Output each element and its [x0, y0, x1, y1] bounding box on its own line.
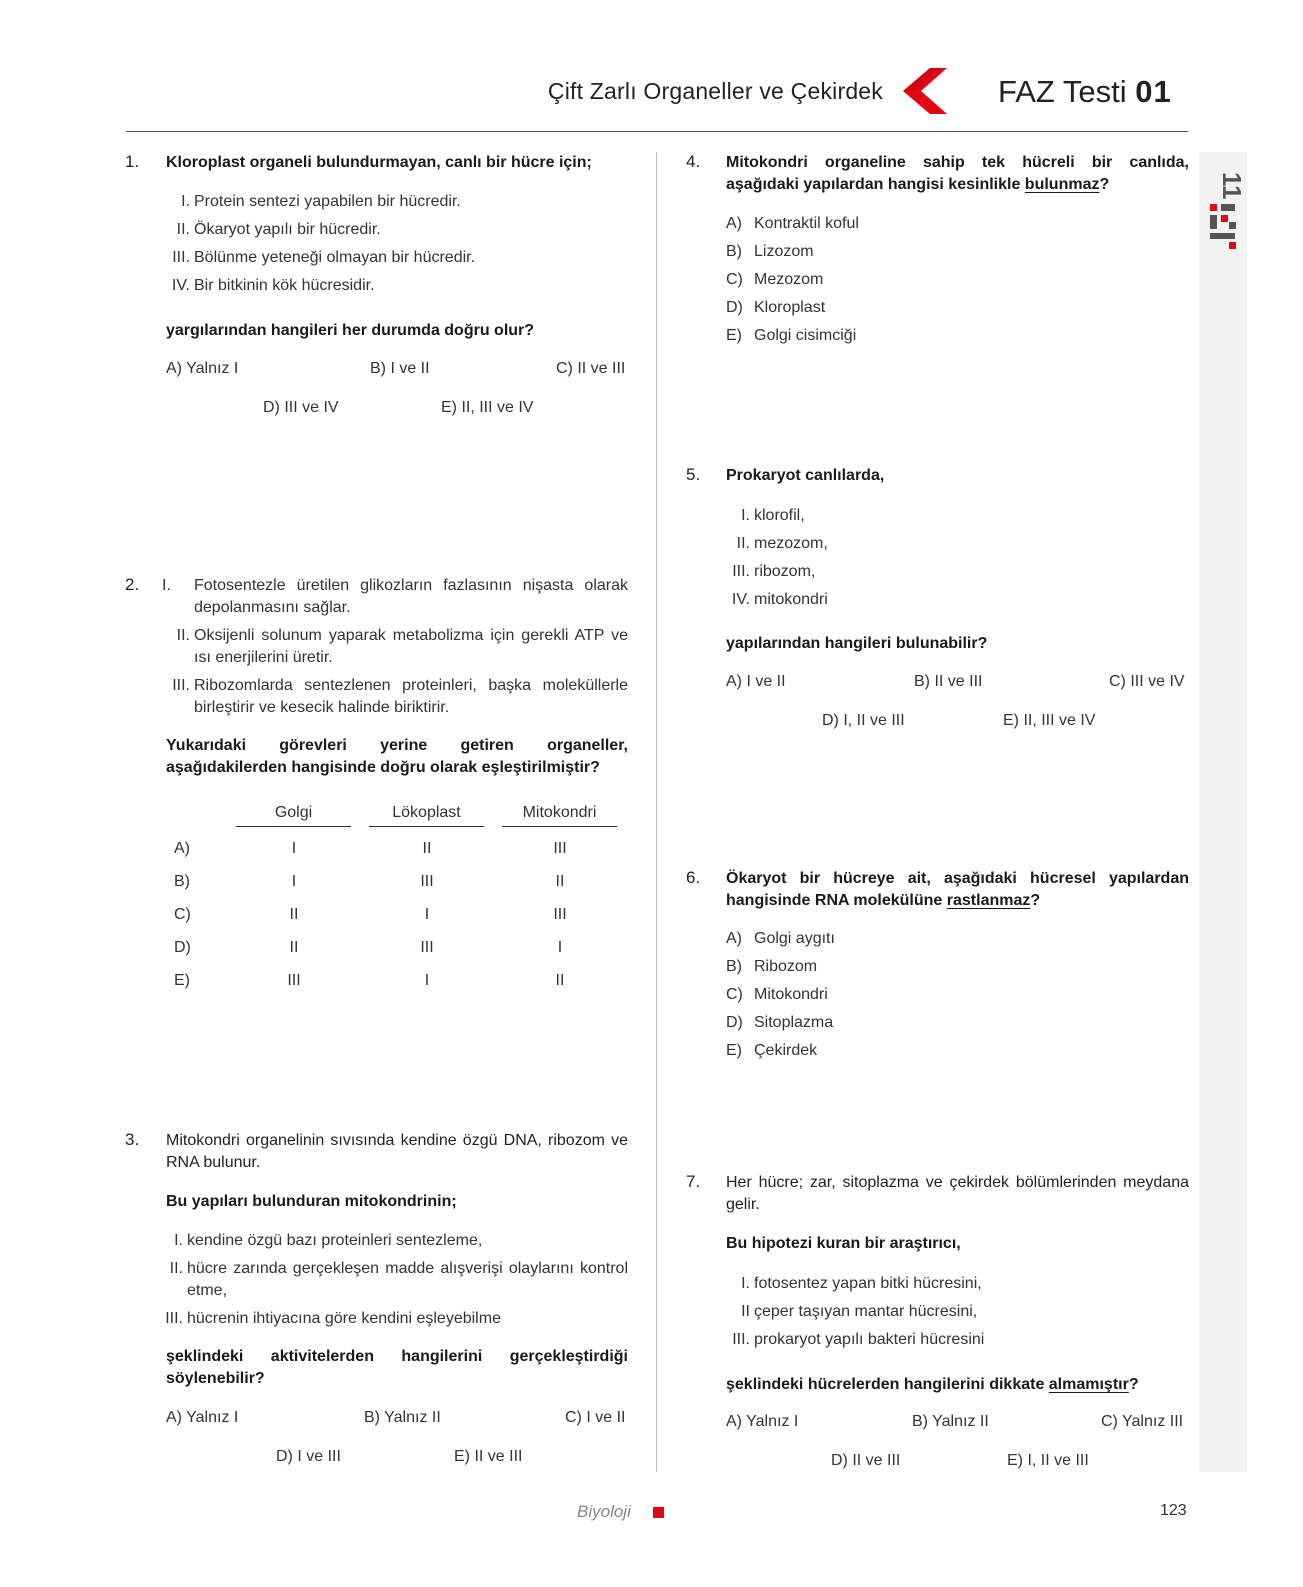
table-cell: II: [555, 873, 565, 890]
question-6-choice-d[interactable]: D) Sitoplazma: [726, 1014, 834, 1031]
question-5-item-1: I. klorofil,: [741, 507, 805, 524]
table-cell: I: [424, 906, 430, 923]
test-title: [998, 74, 1172, 110]
question-3-item-1: I. kendine özgü bazı proteinleri sentezleme,: [174, 1232, 483, 1249]
table-cell: III: [553, 906, 567, 923]
question-4-choice-e[interactable]: E) Golgi cisimciği: [726, 327, 857, 344]
table-header-mitokondri: Mitokondri: [522, 804, 597, 821]
table-header-underline: [236, 826, 351, 827]
question-1-question: yargılarından hangileri her durumda doğru olur?: [166, 322, 535, 339]
table-header-golgi: Golgi: [274, 804, 313, 821]
question-6-choice-c[interactable]: C) Mitokondri: [726, 986, 828, 1003]
question-3-question: şeklindeki aktivitelerden hangilerini gerçekleştirdiği söylenebilir?: [166, 1348, 628, 1387]
question-4-number: 4.: [686, 152, 701, 171]
question-2-item-1: I. Fotosentezle üretilen glikozların fazlasının nişasta olarak depolanmasını sağlar.: [162, 577, 628, 616]
question-5-option-e[interactable]: E) II, III ve IV: [1003, 712, 1096, 729]
question-3-number: 3.: [125, 1130, 140, 1149]
side-grade-logo: [1205, 154, 1247, 254]
table-cell: III: [420, 873, 434, 890]
question-1-item-3: III. Bölünme yeteneği olmayan bir hücredir.: [172, 249, 476, 266]
footer-subject: Biyoloji: [577, 1502, 631, 1521]
question-3-item-3: III. hücrenin ihtiyacına göre kendini eşleyebilme: [165, 1310, 501, 1327]
question-4-choice-a[interactable]: A) Kontraktil koful: [726, 215, 859, 232]
question-7-question: şeklindeki hücrelerden hangilerini dikkate almamıştır?: [726, 1376, 1139, 1393]
table-row-a-label[interactable]: A): [174, 840, 190, 857]
question-3-option-c[interactable]: C) I ve II: [565, 1409, 626, 1426]
question-4-choice-b[interactable]: B) Lizozom: [726, 243, 814, 260]
table-row-d-label[interactable]: D): [174, 939, 191, 956]
header-divider: [126, 131, 1188, 132]
question-2-item-3: III. Ribozomlarda sentezlenen proteinleri, başka moleküllerle birleştirir ve kesecik halinde biriktirir.: [172, 677, 628, 716]
question-5-option-a[interactable]: A) I ve II: [726, 673, 786, 690]
question-1-option-b[interactable]: B) I ve II: [370, 360, 430, 377]
table-cell: III: [420, 939, 434, 956]
table-cell: II: [289, 906, 299, 923]
question-5-item-4: IV. mitokondri: [731, 591, 828, 608]
table-row-e-label[interactable]: E): [174, 972, 190, 989]
question-3-intro: Mitokondri organelinin sıvısında kendine özgü DNA, ribozom ve RNA bulunur.: [166, 1132, 628, 1171]
table-header-lokoplast: Lökoplast: [392, 804, 461, 821]
question-3-option-a[interactable]: A) Yalnız I: [166, 1409, 239, 1426]
question-3-option-e[interactable]: E) II ve III: [454, 1448, 523, 1465]
table-cell: I: [291, 840, 297, 857]
question-1-number: 1.: [125, 152, 140, 171]
question-3-option-b[interactable]: B) Yalnız II: [364, 1409, 441, 1426]
test-number: 01: [1135, 74, 1172, 109]
table-cell: I: [557, 939, 563, 956]
question-7-item-2: II çeper taşıyan mantar hücresini,: [741, 1303, 978, 1320]
question-6-choice-e[interactable]: E) Çekirdek: [726, 1042, 818, 1059]
question-2-question: Yukarıdaki görevleri yerine getiren organeller, aşağıdakilerden hangisinde doğru olarak eşleştirilmiştir?: [166, 737, 628, 776]
table-cell: II: [422, 840, 432, 857]
question-5-item-3: III. ribozom,: [732, 563, 816, 580]
question-5-option-c[interactable]: C) III ve IV: [1109, 673, 1185, 690]
question-4-choice-c[interactable]: C) Mezozom: [726, 271, 824, 288]
question-7-intro: Her hücre; zar, sitoplazma ve çekirdek bölümlerinden meydana gelir.: [726, 1174, 1189, 1213]
question-6-number: 6.: [686, 868, 701, 887]
table-row-b-label[interactable]: B): [174, 873, 190, 890]
table-cell: III: [287, 972, 301, 989]
question-7-option-d[interactable]: D) II ve III: [831, 1452, 901, 1469]
question-6-choice-a[interactable]: A) Golgi aygıtı: [726, 930, 835, 947]
table-cell: III: [553, 840, 567, 857]
question-7-lead: Bu hipotezi kuran bir araştırıcı,: [726, 1235, 961, 1252]
question-7-item-1: I. fotosentez yapan bitki hücresini,: [741, 1275, 982, 1292]
question-3-option-d[interactable]: D) I ve III: [276, 1448, 341, 1465]
question-1-option-d[interactable]: D) III ve IV: [263, 399, 339, 416]
side-grade-number: 11: [1217, 172, 1247, 200]
question-7-number: 7.: [686, 1172, 701, 1191]
table-header-underline: [502, 826, 617, 827]
question-5-question: yapılarından hangileri bulunabilir?: [726, 635, 988, 652]
question-1-item-2: II. Ökaryot yapılı bir hücredir.: [176, 221, 381, 238]
column-divider: [656, 152, 657, 1472]
question-3-lead: Bu yapıları bulunduran mitokondrinin;: [166, 1193, 457, 1210]
table-cell: I: [291, 873, 297, 890]
chevron-logo-icon: [903, 68, 947, 114]
question-5-option-d[interactable]: D) I, II ve III: [822, 712, 905, 729]
question-6-stem: Ökaryot bir hücreye ait, aşağıdaki hücresel yapılardan hangisinde RNA molekülüne rastlanmaz?: [726, 870, 1189, 909]
question-7-option-c[interactable]: C) Yalnız III: [1101, 1413, 1184, 1430]
question-5-item-2: II. mezozom,: [736, 535, 828, 552]
question-7-item-3: III. prokaryot yapılı bakteri hücresini: [732, 1331, 985, 1348]
question-5-option-b[interactable]: B) II ve III: [914, 673, 983, 690]
question-1-option-c[interactable]: C) II ve III: [556, 360, 626, 377]
question-5-number: 5.: [686, 465, 701, 484]
question-1-item-1: I. Protein sentezi yapabilen bir hücredir.: [181, 193, 461, 210]
table-cell: I: [424, 972, 430, 989]
table-row-c-label[interactable]: C): [174, 906, 191, 923]
question-2-number: 2.: [125, 575, 140, 594]
question-1-item-4: IV. Bir bitkinin kök hücresidir.: [171, 277, 375, 294]
table-cell: II: [555, 972, 565, 989]
table-header-underline: [369, 826, 484, 827]
question-1-stem: Kloroplast organeli bulundurmayan, canlı bir hücre için;: [166, 154, 592, 171]
question-4-stem: Mitokondri organeline sahip tek hücreli bir canlıda, aşağıdaki yapılardan hangisi kesinlikle bulunmaz?: [726, 154, 1189, 193]
question-4-choice-d[interactable]: D) Kloroplast: [726, 299, 826, 316]
question-7-option-e[interactable]: E) I, II ve III: [1007, 1452, 1089, 1469]
question-7-option-b[interactable]: B) Yalnız II: [912, 1413, 989, 1430]
side-band: [1199, 152, 1247, 1472]
question-6-choice-b[interactable]: B) Ribozom: [726, 958, 818, 975]
test-label: FAZ Testi: [998, 74, 1127, 109]
chapter-title: Çift Zarlı Organeller ve Çekirdek: [547, 78, 883, 104]
question-5-stem: Prokaryot canlılarda,: [726, 467, 885, 484]
footer-square-icon: [653, 1507, 664, 1518]
table-cell: II: [289, 939, 299, 956]
question-1-option-e[interactable]: E) II, III ve IV: [441, 399, 534, 416]
question-3-item-2: II. hücre zarında gerçekleşen madde alışverişi olaylarını kontrol etme,: [169, 1260, 628, 1299]
question-1-option-a[interactable]: A) Yalnız I: [166, 360, 239, 377]
page-number: 123: [1160, 1502, 1187, 1519]
question-7-option-a[interactable]: A) Yalnız I: [726, 1413, 799, 1430]
question-2-item-2: II. Oksijenli solunum yaparak metabolizma için gerekli ATP ve ısı enerjilerini üretir.: [176, 627, 628, 666]
